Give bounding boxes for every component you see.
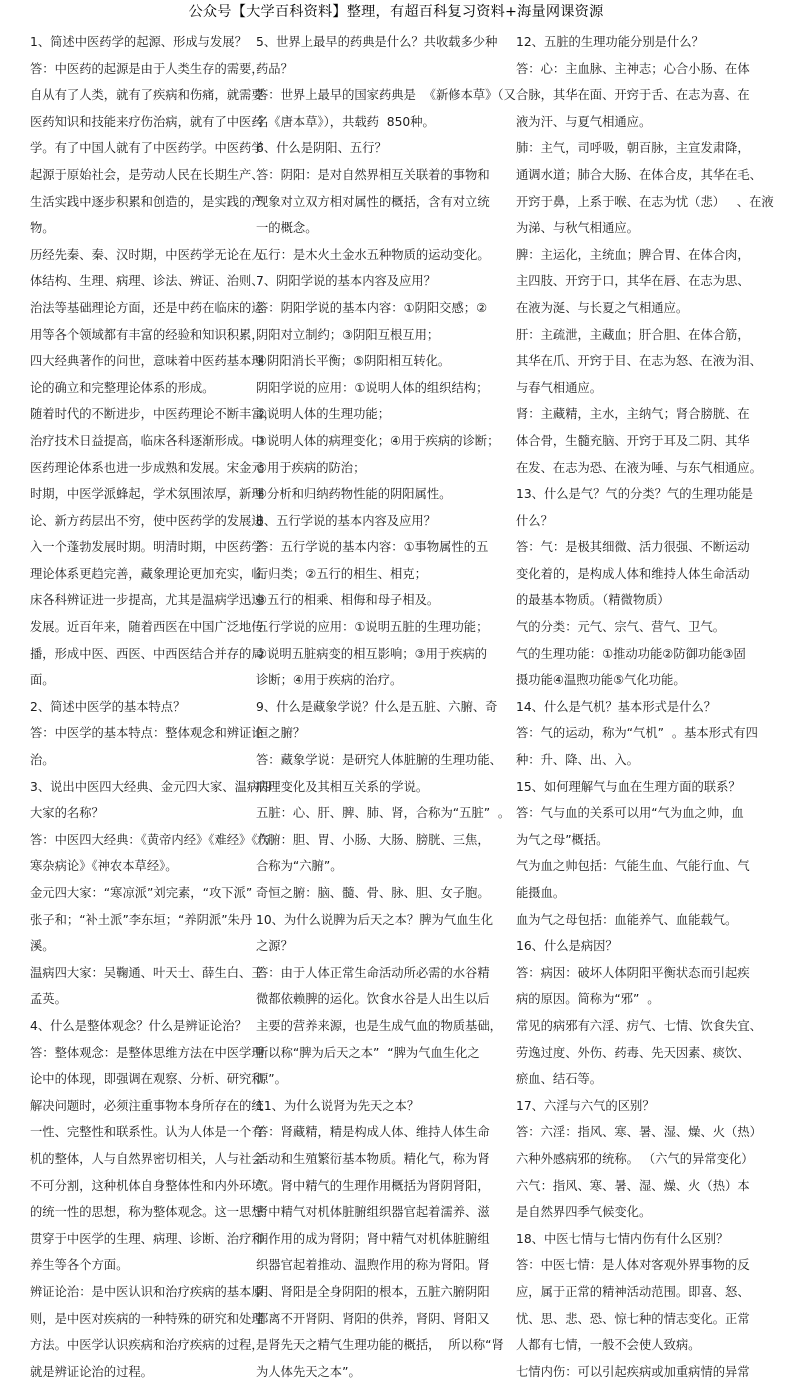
text-line: 播，形成中医、西医、中西医结合并存的局 xyxy=(30,646,264,661)
text-line: 起源于原始社会，是劳动人民在长期生产、 xyxy=(30,167,264,182)
text-line: 9、什么是藏象学说？什么是五脏、六腑、奇 xyxy=(256,699,498,714)
text-line: 合称为“六腑”。 xyxy=(256,859,343,874)
text-line: 4、什么是整体观念？什么是辨证论治？ xyxy=(30,1018,247,1033)
text-line: 生活实践中逐步积累和创造的，是实践的产 xyxy=(30,194,264,209)
text-line: 答：六淫：指风、寒、暑、湿、燥、火（热） xyxy=(516,1125,762,1140)
text-line: 孟英。 xyxy=(30,992,67,1007)
text-line: 答：气与血的关系可以用“气为血之帅，血 xyxy=(516,806,744,821)
text-line: 寒杂病论》《神农本草经》。 xyxy=(30,859,178,874)
text-line: 劳逸过度、外伤、药毒、先天因素、痰饮、 xyxy=(516,1045,750,1060)
text-line: 其华在爪、开窍于目、在志为怒、在液为泪、 xyxy=(516,354,762,369)
text-line: 答：病因：破坏人体阴阳平衡状态而引起疾 xyxy=(516,965,750,980)
text-line: 治法等基础理论方面，还是中药在临床的运 xyxy=(30,300,264,315)
text-line: 能摄血。 xyxy=(516,886,566,900)
text-line: 什么？ xyxy=(516,513,553,528)
text-line: 奇恒之腑：脑、髓、骨、脉、胆、女子胞。 xyxy=(256,886,490,900)
text-line: 体结构、生理、病理、诊法、辨证、治则、 xyxy=(30,274,264,289)
text-line: 机的整体，人与自然界密切相关，人与社会 xyxy=(30,1151,264,1166)
text-line: 金元四大家：“寒凉派”刘完素，“攻下派” xyxy=(30,886,253,900)
text-line: 论的确立和完整理论体系的形成。 xyxy=(30,380,215,395)
text-line: 历经先秦、秦、汉时期，中医药学无论在人 xyxy=(30,247,264,262)
text-line: 都离不开肾阴、肾阳的供养，肾阴、肾阳又 xyxy=(256,1311,490,1326)
text-line: 答：阴阳：是对自然界相互关联着的事物和 xyxy=(256,167,490,182)
text-line: 织器官起着推动、温煦作用的称为肾阳。肾 xyxy=(256,1258,490,1273)
text-line: 瘀血、结石等。 xyxy=(516,1072,603,1087)
text-line: 现象对立双方相对属性的概括，含有对立统 xyxy=(256,194,490,209)
text-line: 13、什么是气？气的分类？气的生理功能是 xyxy=(516,487,753,502)
text-line: 是自然界四季气候变化。 xyxy=(516,1205,652,1220)
text-line: 名《唐本草》），共载药 850种。 xyxy=(256,114,435,129)
text-line: 气的分类：元气、宗气、营气、卫气。 xyxy=(516,620,726,635)
text-line: 7、阴阳学说的基本内容及应用？ xyxy=(256,274,436,289)
text-line: 恒之腑？ xyxy=(256,726,306,741)
text-line: 变化着的，是构成人体和维持人体生命活动 xyxy=(516,566,750,581)
text-line: 的统一性的思想，称为整体观念。这一思想 xyxy=(30,1205,264,1220)
text-line: 七情内伤：可以引起疾病或加重病情的异常 xyxy=(516,1364,750,1379)
text-line: 四大经典著作的问世，意味着中医药基本理 xyxy=(30,354,264,369)
text-line: 不可分割，这种机体自身整体性和内外环境 xyxy=(30,1178,264,1193)
text-line: 的最基本物质。（精微物质） xyxy=(516,593,670,608)
text-line: 答：由于人体正常生命活动所必需的水谷精 xyxy=(256,965,490,980)
text-line: 答：中医四大经典：《黄帝内经》《难经》《伤 xyxy=(30,832,270,847)
text-line: 自从有了人类，就有了疾病和伤痛，就需要 xyxy=(30,88,264,103)
text-line: 答：阴阳学说的基本内容：①阴阳交感；② xyxy=(256,300,488,315)
text-line: 五行：是木火土金水五种物质的运动变化。 xyxy=(256,247,490,262)
text-line: 1、简述中医药学的起源、形成与发展？ xyxy=(30,35,247,49)
text-line: 答：中医七情：是人体对客观外界事物的反 xyxy=(516,1258,750,1273)
text-columns-container xyxy=(0,29,792,1385)
text-line: 肝：主疏泄，主藏血；肝合胆、在体合筋， xyxy=(516,327,750,342)
text-line: 入一个蓬勃发展时期。明清时期，中医药学 xyxy=(30,540,264,555)
text-line: 答：世界上最早的国家药典是 《新修本草》（又 xyxy=(256,88,516,103)
text-line: 贯穿于中医学的生理、病理、诊断、治疗和 xyxy=(30,1231,264,1246)
text-line: ②说明人体的生理功能； xyxy=(256,407,390,422)
text-line: 5、世界上最早的药典是什么？共收载多少种 xyxy=(256,35,498,49)
text-line: ④阴阳消长平衡；⑤阴阳相互转化。 xyxy=(256,354,451,369)
text-line: 五行学说的应用：①说明五脏的生理功能； xyxy=(256,620,489,635)
text-line: 答：中医药的起源是由于人类生存的需要， xyxy=(30,61,264,76)
text-line: 8、五行学说的基本内容及应用？ xyxy=(256,513,436,528)
text-line: 答：气的运动，称为“气机” 。基本形式有四 xyxy=(516,726,758,741)
text-line: 治疗技术日益提高，临床各科逐渐形成。中 xyxy=(30,433,264,448)
text-line: 床各科辨证进一步提高，尤其是温病学迅速 xyxy=(30,593,264,608)
text-line: ⑤用于疾病的防治； xyxy=(256,460,366,475)
text-line: 用等各个领域都有丰富的经验和知识积累， xyxy=(30,327,264,342)
text-line: 一的概念。 xyxy=(256,221,318,236)
text-line: 大家的名称？ xyxy=(30,806,104,821)
text-line: 主要的营养来源，也是生成气血的物质基础， xyxy=(256,1018,502,1033)
text-column-3 xyxy=(498,29,792,1385)
text-line: 17、六淫与六气的区别？ xyxy=(516,1098,655,1113)
text-line: 在发、在志为恐、在液为唾、与东气相通应。 xyxy=(516,460,762,475)
text-line: 摄功能④温煦功能⑤气化功能。 xyxy=(516,673,686,688)
text-line: 病的原因。简称为“邪” 。 xyxy=(516,992,660,1007)
text-line: 12、五脏的生理功能分别是什么？ xyxy=(516,35,704,49)
text-line: ②说明五脏病变的相互影响；③用于疾病的 xyxy=(256,646,488,661)
text-line: 阴、肾阳是全身阴阳的根本，五脏六腑阴阳 xyxy=(256,1284,490,1299)
text-line: 脾：主运化，主统血；脾合胃、在体合肉， xyxy=(516,247,750,262)
text-line: 论、新方药层出不穷，使中医药学的发展进 xyxy=(30,513,264,528)
text-line: 为涕、与秋气相通应。 xyxy=(516,221,639,236)
text-line: 则，是中医对疾病的一种特殊的研究和处理 xyxy=(30,1311,264,1326)
text-line: 医药理论体系也进一步成熟和发展。宋金元 xyxy=(30,460,264,475)
text-line: 答：五行学说的基本内容：①事物属性的五 xyxy=(256,540,489,555)
text-line: 肺：主气，司呼吸，朝百脉，主宣发肃降， xyxy=(516,141,750,156)
text-line: 答：整体观念：是整体思维方法在中医学理 xyxy=(30,1045,264,1060)
text-line: 五脏：心、肝、脾、肺、肾，合称为“五脏” 。 xyxy=(256,806,511,821)
text-line: 人都有七情，一般不会使人致病。 xyxy=(516,1338,701,1353)
text-line: 15、如何理解气与血在生理方面的联系？ xyxy=(516,779,741,794)
text-line: 答：气：是极其细微、活力很强、不断运动 xyxy=(516,540,750,555)
text-line: 养生等各个方面。 xyxy=(30,1258,129,1273)
text-line: 肾中精气对机体脏腑组织器官起着濡养、滋 xyxy=(256,1205,490,1220)
text-line: 方法。中医学认识疾病和治疗疾病的过程， xyxy=(30,1338,264,1353)
text-line: 为气之母”概括。 xyxy=(516,832,609,847)
text-line: 答：藏象学说：是研究人体脏腑的生理功能、 xyxy=(256,753,502,768)
text-line: 在液为涎、与长夏之气相通应。 xyxy=(516,300,689,315)
text-line: 六腑：胆、胃、小肠、大肠、膀胱、三焦， xyxy=(256,832,490,847)
text-line: 阴阳学说的应用：①说明人体的组织结构； xyxy=(256,380,489,395)
text-line: 通调水道；肺合大肠、在体合皮，其华在毛、 xyxy=(516,167,762,182)
text-line: 气的生理功能：①推动功能②防御功能③固 xyxy=(516,646,746,661)
text-line: 学。有了中国人就有了中医药学。中医药学 xyxy=(30,141,264,156)
text-line: 阴阳对立制约；③阴阳互根互用； xyxy=(256,327,440,342)
text-line: 物。 xyxy=(30,221,55,236)
text-line: 10、为什么说脾为后天之本？脾为气血生化 xyxy=(256,912,493,927)
text-line: ③五行的相乘、相侮和母子相及。 xyxy=(256,593,440,608)
text-line: 气。肾中精气的生理作用概括为肾阴肾阳， xyxy=(256,1178,490,1193)
text-line: 液为汗、与夏气相通应。 xyxy=(516,114,652,129)
text-line: 医药知识和技能来疗伤治病，就有了中医药 xyxy=(30,114,264,129)
text-line: 气为血之帅包括：气能生血、气能行血、气 xyxy=(516,859,750,874)
text-line: 种：升、降、出、入。 xyxy=(516,753,639,768)
text-line: 为人体先天之本”。 xyxy=(256,1364,361,1379)
text-line: ③说明人体的病理变化；④用于疾病的诊断； xyxy=(256,433,500,448)
text-line: 6、什么是阴阳、五行？ xyxy=(256,141,387,156)
text-line: 病理变化及其相互关系的学说。 xyxy=(256,779,429,794)
text-line: 发展。近百年来，随着西医在中国广泛地传 xyxy=(30,620,264,635)
text-line: 面。 xyxy=(30,673,55,688)
text-line: 六气：指风、寒、暑、湿、燥、火（热）本 xyxy=(516,1178,750,1193)
text-line: 源”。 xyxy=(256,1072,287,1087)
text-line: 忧、思、悲、恐、惊七种的情志变化。正常 xyxy=(516,1311,750,1326)
text-line: 应，属于正常的精神活动范围。即喜、怒、 xyxy=(516,1284,750,1299)
text-line: 体合骨，生髓充脑、开窍于耳及二阴、其华 xyxy=(516,433,750,448)
text-line: 润作用的成为肾阴；肾中精气对机体脏腑组 xyxy=(256,1231,490,1246)
text-line: 答：心：主血脉、主神志；心合小肠、在体 xyxy=(516,61,750,76)
text-line: ⑥分析和归纳药物性能的阴阳属性。 xyxy=(256,487,452,502)
text-line: 张子和；“补土派”李东垣；“养阴派”朱丹 xyxy=(30,912,253,927)
text-line: 所以称“脾为后天之本” “脾为气血生化之 xyxy=(256,1045,480,1060)
text-line: 温病四大家：吴鞠通、叶天士、薛生白、王 xyxy=(30,965,264,980)
text-line: 药品？ xyxy=(256,61,293,76)
text-line: 时期，中医学派蜂起，学术氛围浓厚，新理 xyxy=(30,487,264,502)
text-line: 理论体系更趋完善，藏象理论更加充实，临 xyxy=(30,566,264,581)
text-line: 答：肾藏精，精是构成人体、维持人体生命 xyxy=(256,1125,490,1140)
text-line: 2、简述中医学的基本特点？ xyxy=(30,699,186,714)
text-line: 合脉，其华在面、开窍于舌、在志为喜、在 xyxy=(516,88,750,103)
text-line: 答：中医学的基本特点：整体观念和辨证论 xyxy=(30,726,264,741)
text-column-2 xyxy=(248,29,516,1385)
text-line: 论中的体现，即强调在观察、分析、研究和 xyxy=(30,1072,264,1087)
text-line: 解决问题时，必须注重事物本身所存在的统 xyxy=(30,1098,264,1113)
text-line: 活动和生殖繁衍基本物质。精化气，称为肾 xyxy=(256,1151,490,1166)
text-line: 常见的病邪有六淫、疠气、七情、饮食失宜、 xyxy=(516,1018,762,1033)
text-line: 开窍于鼻，上系于喉、在志为忧（悲） 、在液 xyxy=(516,194,774,209)
text-line: 16、什么是病因？ xyxy=(516,939,618,954)
text-line: 溪。 xyxy=(30,939,55,954)
text-line: 治。 xyxy=(30,753,55,768)
text-line: 血为气之母包括：血能养气、血能载气。 xyxy=(516,912,738,927)
text-line: 3、说出中医四大经典、金元四大家、温病四 xyxy=(30,779,272,794)
text-line: 就是辨证论治的过程。 xyxy=(30,1364,153,1379)
text-line: 诊断；④用于疾病的治疗。 xyxy=(256,673,403,688)
text-line: 随着时代的不断进步，中医药理论不断丰富， xyxy=(30,407,276,422)
text-line: 辨证论治：是中医认识和治疗疾病的基本原 xyxy=(30,1284,264,1299)
text-line: 六种外感病邪的统称。 （六气的异常变化） xyxy=(516,1151,754,1166)
text-line: 是肾先天之精气生理功能的概括， 所以称“肾 xyxy=(256,1338,504,1353)
text-line: 微都依赖脾的运化。饮食水谷是人出生以后 xyxy=(256,992,490,1007)
text-line: 行归类；②五行的相生、相克； xyxy=(256,566,427,581)
page-header-title: 公众号【大学百科资料】整理，有超百科复习资料+海量网课资源 xyxy=(188,4,604,20)
text-line: 与春气相通应。 xyxy=(516,380,603,395)
text-line: 肾：主藏精，主水，主纳气；肾合膀胱、在 xyxy=(516,407,750,422)
text-line: 主四肢、开窍于口，其华在唇、在志为思、 xyxy=(516,274,750,289)
text-line: 18、中医七情与七情内伤有什么区别？ xyxy=(516,1231,729,1246)
text-line: 14、什么是气机？基本形式是什么？ xyxy=(516,699,717,714)
text-line: 之源？ xyxy=(256,939,293,954)
text-line: 一性、完整性和联系性。认为人体是一个有 xyxy=(30,1125,264,1140)
text-line: 11、为什么说肾为先天之本？ xyxy=(256,1098,420,1113)
